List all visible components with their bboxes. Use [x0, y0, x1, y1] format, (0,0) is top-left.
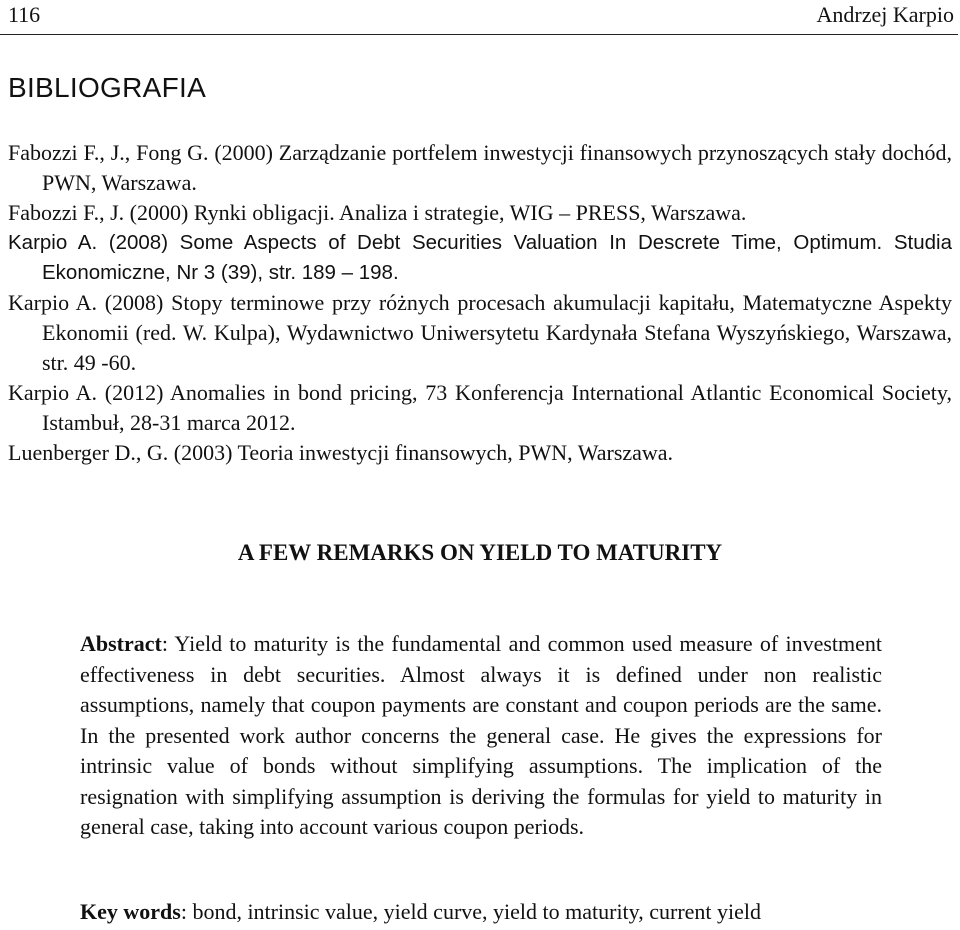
reference-item: Luenberger D., G. (2003) Teoria inwestycji finansowych, PWN, Warszawa. — [8, 440, 674, 465]
keywords-line — [80, 899, 900, 925]
page-number: 116 — [8, 2, 41, 27]
running-author: Andrzej Karpio — [816, 2, 954, 27]
reference-item: Karpio A. (2008) Some Aspects of Debt Securities Valuation In Descrete Time, Optimum. Studia Ekonomiczne, Nr 3 (39), str. 189 – 198. — [8, 231, 952, 284]
abstract-paragraph — [80, 629, 882, 843]
bibliography-heading: BIBLIOGRAFIA — [8, 72, 207, 103]
abstract-text: : Yield to maturity is the fundamental and common used measure of investment effectiveness in debt securities. Almost always it is defined under non realistic assumptions, namely that coupon payments are constant and coupon periods are the same. In the presented work author concerns the general case. He gives the expressions for intrinsic value of bonds without simplifying assumptions. The implication of the resignation with simplifying assumption is deriving the formulas for yield to maturity in general case, taking into account various coupon periods. — [80, 631, 882, 839]
keywords-text: : bond, intrinsic value, yield curve, yield to maturity, current yield — [180, 899, 762, 924]
running-header — [0, 0, 958, 35]
keywords-label: Key words — [80, 899, 181, 924]
reference-item: Fabozzi F., J. (2000) Rynki obligacji. Analiza i strategie, WIG – PRESS, Warszawa. — [8, 200, 747, 225]
abstract-label: Abstract — [80, 631, 162, 656]
reference-item: Fabozzi F., J., Fong G. (2000) Zarządzanie portfelem inwestycji finansowych przynoszących stały dochód, PWN, Warszawa. — [8, 140, 952, 195]
english-title: A FEW REMARKS ON YIELD TO MATURITY — [237, 540, 723, 565]
reference-list — [8, 138, 952, 468]
reference-item: Karpio A. (2012) Anomalies in bond pricing, 73 Konferencja International Atlantic Economical Society, Istambuł, 28-31 marca 2012. — [8, 380, 952, 435]
reference-item: Karpio A. (2008) Stopy terminowe przy różnych procesach akumulacji kapitału, Matematyczne Aspekty Ekonomii (red. W. Kulpa), Wydawnictwo Uniwersytetu Kardynała Stefana Wyszyńskiego, Warszawa, str. 49 -60. — [8, 290, 952, 375]
